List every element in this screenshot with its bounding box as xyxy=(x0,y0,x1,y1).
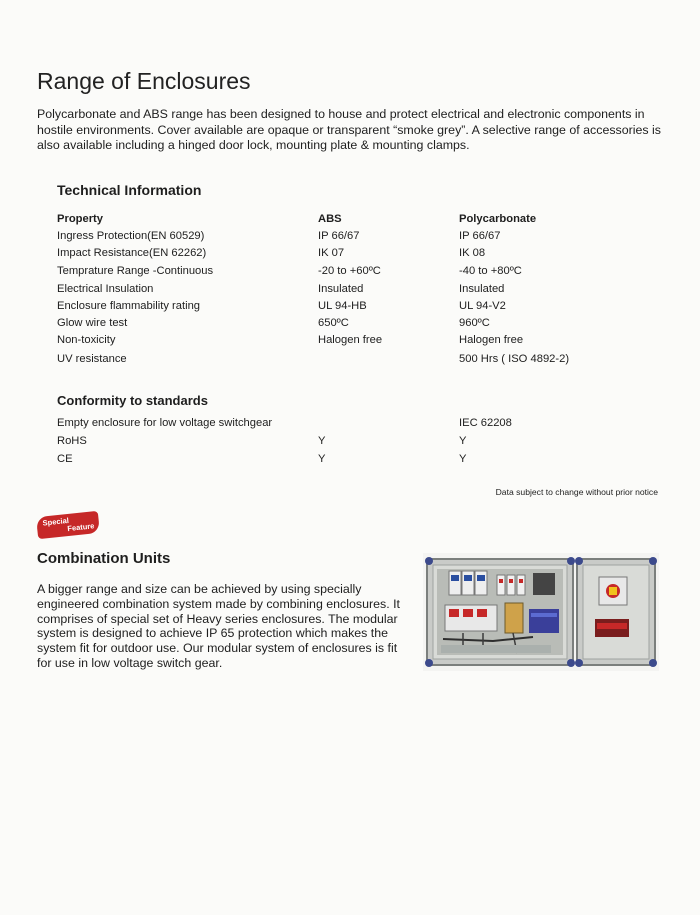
polycarbonate-cell: 500 Hrs ( ISO 4892-2) xyxy=(459,353,570,365)
table-row xyxy=(57,281,667,297)
abs-cell: Y xyxy=(318,435,326,447)
abs-cell: 650ºC xyxy=(318,317,349,329)
property-cell: UV resistance xyxy=(57,353,127,365)
abs-cell: Y xyxy=(318,453,326,465)
abs-cell: IP 66/67 xyxy=(318,230,360,242)
property-cell: Glow wire test xyxy=(57,317,128,329)
badge-line-2: Feature xyxy=(66,521,95,534)
property-cell: Electrical Insulation xyxy=(57,283,154,295)
combination-enclosure-photo xyxy=(423,553,659,671)
polycarbonate-cell: -40 to +80ºC xyxy=(459,265,522,277)
conformity-heading: Conformity to standards xyxy=(57,393,208,408)
table-row xyxy=(57,228,667,244)
property-cell: Temprature Range -Continuous xyxy=(57,265,214,277)
table-row xyxy=(57,315,667,331)
polycarbonate-cell: IP 66/67 xyxy=(459,230,501,242)
table-header xyxy=(57,211,667,227)
technical-heading: Technical Information xyxy=(57,182,202,198)
polycarbonate-cell: IEC 62208 xyxy=(459,417,512,429)
table-row xyxy=(57,415,667,431)
badge-line-1: Special xyxy=(42,515,70,528)
column-header-polycarbonate: Polycarbonate xyxy=(459,213,537,225)
page-title: Range of Enclosures xyxy=(37,68,251,94)
property-cell: Ingress Protection(EN 60529) xyxy=(57,230,205,242)
table-row xyxy=(57,298,667,314)
property-cell: Empty enclosure for low voltage switchgear xyxy=(57,417,273,429)
property-cell: CE xyxy=(57,453,73,465)
abs-cell: UL 94-HB xyxy=(318,300,367,312)
combination-heading: Combination Units xyxy=(37,550,171,567)
polycarbonate-cell: Halogen free xyxy=(459,334,524,346)
abs-cell: Halogen free xyxy=(318,334,383,346)
polycarbonate-cell: Y xyxy=(459,453,467,465)
table-row xyxy=(57,245,667,261)
table-row xyxy=(57,433,667,449)
property-cell: Non-toxicity xyxy=(57,334,116,346)
table-row xyxy=(57,351,667,367)
polycarbonate-cell: Insulated xyxy=(459,283,505,295)
abs-cell: Insulated xyxy=(318,283,364,295)
property-cell: Impact Resistance(EN 62262) xyxy=(57,247,207,259)
polycarbonate-cell: Y xyxy=(459,435,467,447)
abs-cell: -20 to +60ºC xyxy=(318,265,381,277)
table-row xyxy=(57,263,667,279)
combination-paragraph: A bigger range and size can be achieved by using specially engineered combination system made by combining enclosures. It comprises of special set of Heavy series enclosures. The modular system is designed to achieve IP 65 protection which makes the system fit for outdoor use. Our modular system of enclosures is fit for use in low voltage switch gear. xyxy=(37,582,400,670)
polycarbonate-cell: IK 08 xyxy=(459,247,486,259)
property-cell: RoHS xyxy=(57,435,87,447)
data-notice: Data subject to change without prior notice xyxy=(495,487,658,497)
polycarbonate-cell: 960ºC xyxy=(459,317,490,329)
abs-cell: IK 07 xyxy=(318,247,345,259)
column-header-abs: ABS xyxy=(318,213,342,225)
column-header-property: Property xyxy=(57,213,104,225)
polycarbonate-cell: UL 94-V2 xyxy=(459,300,506,312)
special-feature-badge xyxy=(36,511,100,539)
table-row xyxy=(57,451,667,467)
table-row xyxy=(57,332,667,348)
intro-paragraph: Polycarbonate and ABS range has been designed to house and protect electrical and electronic components in hostile environments. Cover available are opaque or transparent “smoke grey”. A selective range of accessories is also available including a hinged door lock, mounting plate & mounting clamps. xyxy=(37,107,661,152)
property-cell: Enclosure flammability rating xyxy=(57,300,201,312)
